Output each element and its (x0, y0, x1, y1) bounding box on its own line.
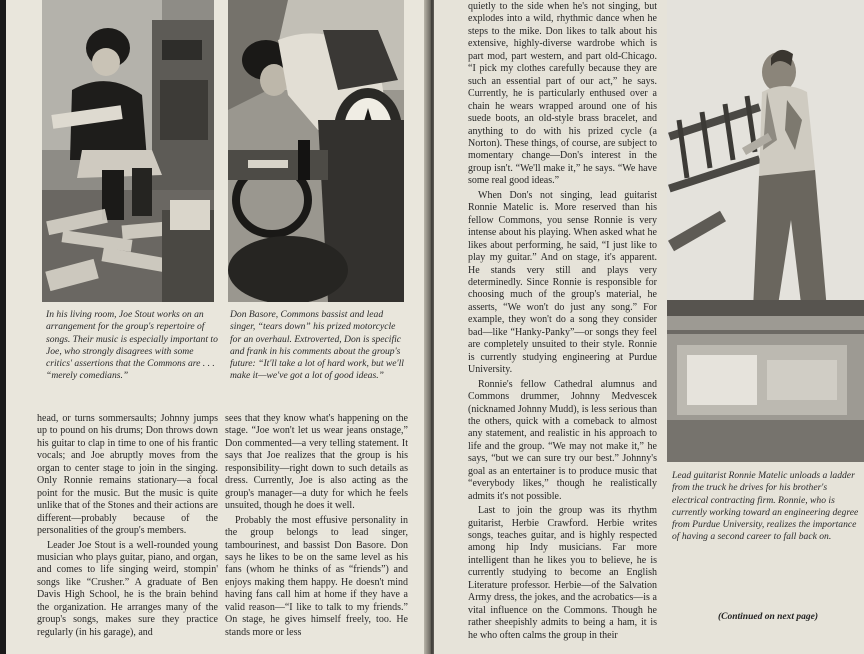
paragraph: Leader Joe Stout is a well-rounded young musician who plays guitar, piano, and organ, and comes to life singing weird, stompin' songs like “Crusher.” A graduate of Ben Davis High School, he is the brain behind the organization. He arranges many of the group's songs, makes sure they practice regularly (in his garage), and (37, 539, 218, 638)
caption-don-basore: Don Basore, Commons bassist and lead singer, “tears down” his prized motorcycle for an overhaul. Extroverted, Don is specific and frank in his comments about the group's future: “It'll take a lot of hard work, but we'll make it—we've got a lot of good ideas.” (230, 309, 404, 382)
right-page (434, 0, 864, 654)
article-column-2 (225, 413, 408, 639)
photo-don-basore-motorcycle (228, 0, 404, 302)
photo-joe-stout-arranging (42, 0, 214, 302)
paragraph: head, or turns sommersaults; Johnny jumps up to pound on his drums; Don throws down his guitar to clap in time to one of his frantic vocals; and Joe abruptly moves from the organ to center stage to join in the singing. Only Ronnie remains stationary—a focal point for the music. But the music is quite unlike that of the Stones and their actions are different—probably because of the personalities of the group's members. (37, 413, 218, 537)
paragraph: Ronnie's fellow Cathedral alumnus and Commons drummer, Johnny Medvescek (nicknamed Johnny Mudd), is less serious than the others, quick with a comeback to almost any statement, and realistic in his approach to life and the group. “We may not make it,” he says, “but we can sure try our best.” Johnny's goal as an entertainer is to produce music that “everybody likes,” though he realistically admits it's not possible. (468, 378, 657, 502)
article-column-3 (468, 1, 657, 642)
continued-on-next-page: (Continued on next page) (718, 612, 819, 622)
paragraph: Probably the most effusive personality in the group belongs to lead singer, tambourinest, and bassist Don Basore. Don says he likes to be on the same level as his fans (whom he thinks of as “friends”) and enjoys making them happy. He doesn't mind having fans call him at home if they have a valid reason—“I like to talk to my friends.” On stage, he gives himself freely, too. He stands more or less (225, 514, 408, 638)
article-column-1 (37, 413, 218, 639)
photo-ronnie-matelic-ladder (667, 0, 864, 462)
paragraph: When Don's not singing, lead guitarist Ronnie Matelic is. More reserved than his fellow Commons, you sense Ronnie is very intense about his playing. When asked what he likes about performing, he said, “I just like to play my guitar.” And on stage, it's apparent. He stands very still and plays very determinedly. Since Ronnie is responsible for choosing much of the group's material, he asserts, “We won't do just any song.” For example, they won't do a song they consider bad—like “Hanky-Panky”—or songs they feel are completely unsuited to their style. Ronnie is currently studying engineering at Purdue University. (468, 189, 657, 376)
caption-ronnie-matelic: Lead guitarist Ronnie Matelic unloads a ladder from the truck he drives for his brother's electrical contracting firm. Ronnie, who is currently working toward an engineering degree from Purdue University, realizes the importance of having a second career to fall back on. (672, 470, 859, 543)
left-page (6, 0, 426, 654)
paragraph: Last to join the group was its rhythm guitarist, Herbie Crawford. Herbie writes songs, teaches guitar, and is highly respected among hip Indy musicians. Far more intelligent than he likes you to believe, he is currently studying to become an English Literature professor. Herbie—of the Salvation Army dress, the jokes, and the acrobatics—is a vital influence on the Commons. Though he rather sheepishly admits to being a ham, it is he who often calms the group in their (468, 505, 657, 641)
paragraph: quietly to the side when he's not singing, but explodes into a wild, rhythmic dance when he steps to the mike. Don likes to talk about his extensive, highly-diverse wardrobe which is part mod, part western, and part old-Chicago. “I pick my clothes carefully because they are such an essential part of our act,” he says. Currently, he is particularly enthused over a chain he wears wrapped around one of his suede boots, an old-style brass bracelet, and anything to do with his prized cycle (a Norton). These things, of course, are subject to momentary change—Don's interest in the group isn't. “We'll make it,” he says. “We have some real good ideas.” (468, 1, 657, 187)
paragraph: sees that they know what's happening on the stage. “Joe won't let us wear jeans onstage,” Don commented—a very telling statement. It says that Joe realizes that the group is his responsibility—right down to such details as dress. Currently, Joe is also acting as the group's manager—a duty for which he feels unsuited, though he does it well. (225, 413, 408, 512)
caption-joe-stout: In his living room, Joe Stout works on an arrangement for the group's repertoire of songs. Their music is especially important to Joe, who strongly disagrees with some critics' assertions that the Commons are . . . “merely comedians.” (46, 309, 218, 382)
